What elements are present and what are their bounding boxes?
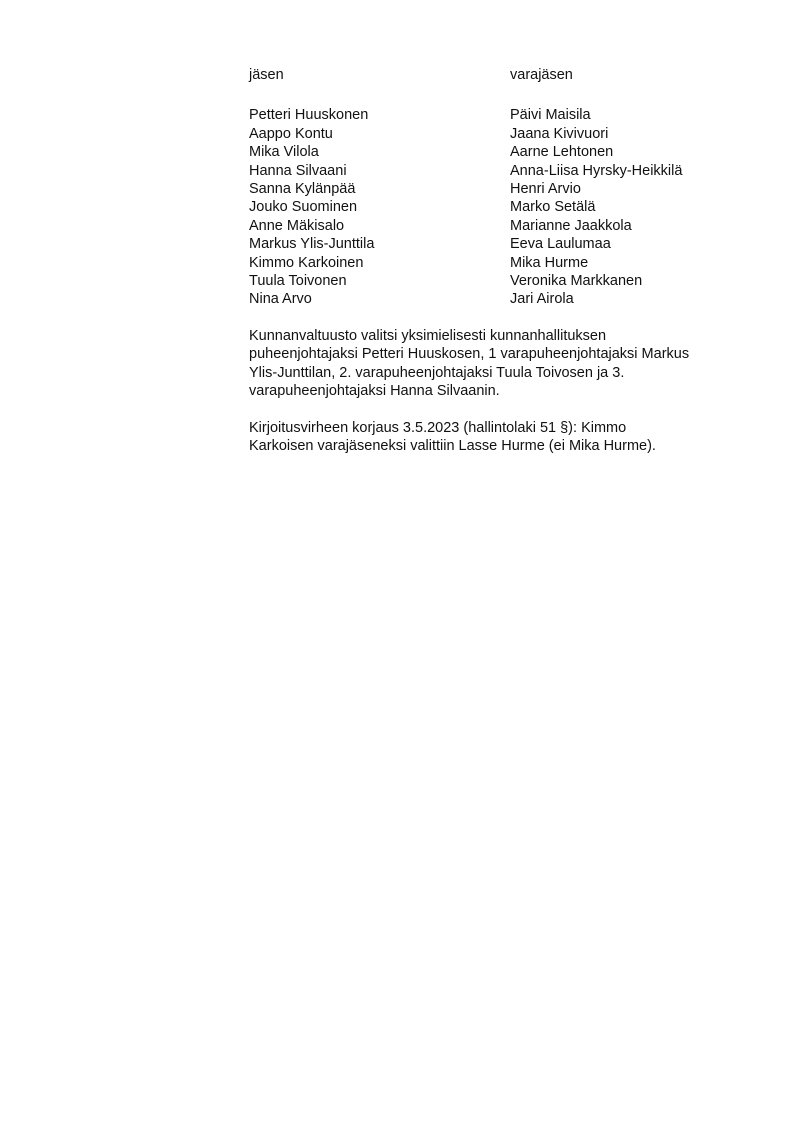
- paragraph-spacer: [249, 309, 749, 327]
- deputy-name: Marko Setälä: [510, 199, 596, 216]
- table-row: [249, 198, 749, 216]
- member-name: Markus Ylis-Junttila: [249, 236, 375, 253]
- paragraph-line: puheenjohtajaksi Petteri Huuskosen, 1 varapuheenjohtajaksi Markus: [249, 346, 690, 363]
- table-row: [249, 217, 749, 235]
- table-row: [249, 143, 749, 161]
- table-row: [249, 106, 749, 124]
- table-row: [249, 180, 749, 198]
- table-row: [249, 125, 749, 143]
- member-name: Nina Arvo: [249, 291, 312, 308]
- table-row: [249, 162, 749, 180]
- table-row: [249, 254, 749, 272]
- member-name: Kimmo Karkoinen: [249, 254, 364, 271]
- member-name: Tuula Toivonen: [249, 272, 347, 289]
- paragraph-line: Karkoisen varajäseneksi valittiin Lasse Hurme (ei Mika Hurme).: [249, 438, 656, 455]
- deputy-name: Aarne Lehtonen: [510, 144, 614, 161]
- document-page: [249, 66, 749, 456]
- deputy-name: Mika Hurme: [510, 254, 589, 271]
- correction-paragraph: [249, 419, 749, 456]
- header-spacer: [249, 84, 749, 106]
- table-row: [249, 290, 749, 308]
- deputy-name: Eeva Laulumaa: [510, 236, 611, 253]
- paragraph-line: varapuheenjohtajaksi Hanna Silvaanin.: [249, 383, 500, 400]
- paragraph-line: Kirjoitusvirheen korjaus 3.5.2023 (hallintolaki 51 §): Kimmo: [249, 420, 627, 437]
- member-column-header: jäsen: [249, 67, 284, 83]
- paragraph-spacer: [249, 401, 749, 419]
- deputy-name: Anna-Liisa Hyrsky-Heikkilä: [510, 162, 683, 179]
- member-name: Anne Mäkisalo: [249, 217, 345, 234]
- table-row: [249, 235, 749, 253]
- paragraph-line: Ylis-Junttilan, 2. varapuheenjohtajaksi Tuula Toivosen ja 3.: [249, 364, 625, 381]
- member-name: Hanna Silvaani: [249, 162, 347, 179]
- member-name: Sanna Kylänpää: [249, 180, 356, 197]
- deputy-name: Henri Arvio: [510, 180, 581, 197]
- member-name: Mika Vilola: [249, 144, 319, 161]
- member-list: [249, 106, 749, 308]
- member-name: Jouko Suominen: [249, 199, 358, 216]
- table-header: [249, 66, 749, 84]
- table-row: [249, 272, 749, 290]
- member-name: Petteri Huuskonen: [249, 107, 369, 124]
- deputy-name: Jari Airola: [510, 291, 574, 308]
- deputy-column-header: varajäsen: [510, 67, 573, 83]
- deputy-name: Marianne Jaakkola: [510, 217, 632, 234]
- deputy-name: Päivi Maisila: [510, 107, 591, 124]
- election-paragraph: [249, 327, 749, 401]
- member-name: Aappo Kontu: [249, 125, 333, 142]
- deputy-name: Jaana Kivivuori: [510, 125, 609, 142]
- deputy-name: Veronika Markkanen: [510, 272, 643, 289]
- paragraph-line: Kunnanvaltuusto valitsi yksimielisesti kunnanhallituksen: [249, 328, 607, 345]
